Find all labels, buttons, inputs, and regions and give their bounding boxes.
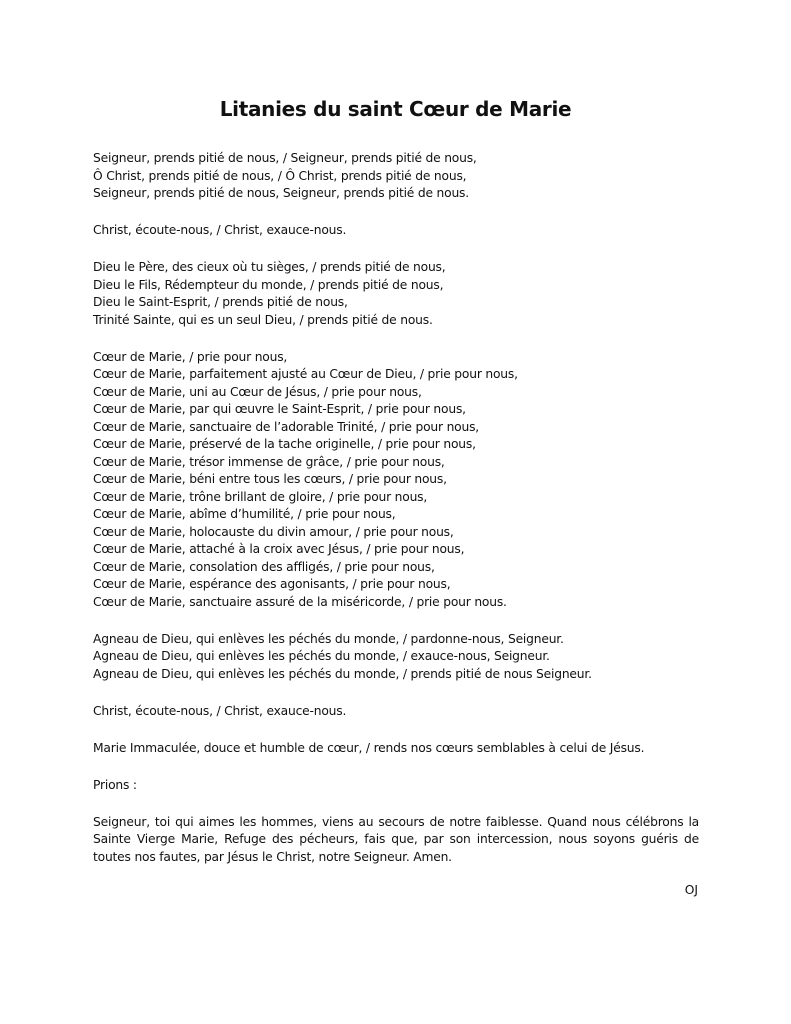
- invocation-line: Cœur de Marie, / prie pour nous,: [93, 349, 288, 364]
- invocation-line: Cœur de Marie, abîme d’humilité, / prie pour nous,: [93, 507, 396, 521]
- invocation-line: Cœur de Marie, préservé de la tache originelle, / prie pour nous,: [93, 437, 476, 451]
- invocation-line: Cœur de Marie, consolation des affligés, / prie pour nous,: [93, 559, 435, 574]
- trinity-line: Dieu le Saint-Esprit, / prends pitié de nous,: [93, 295, 348, 309]
- trinity-line: Dieu le Père, des cieux où tu sièges, / prends pitié de nous,: [93, 260, 446, 274]
- invocations-section: [93, 349, 699, 612]
- christ-section-2: [93, 703, 699, 721]
- marie-section: [93, 740, 699, 758]
- marie-line: Marie Immaculée, douce et humble de cœur, / rends nos cœurs semblables à celui de Jésus.: [93, 740, 645, 755]
- christ-line: Christ, écoute-nous, / Christ, exauce-nous.: [93, 223, 347, 237]
- invocation-line: Cœur de Marie, sanctuaire assuré de la miséricorde, / prie pour nous.: [93, 594, 507, 609]
- invocation-line: Cœur de Marie, espérance des agonisants, / prie pour nous,: [93, 577, 451, 591]
- agnus-line: Agneau de Dieu, qui enlèves les péchés du monde, / exauce-nous, Seigneur.: [93, 649, 550, 663]
- invocation-line: Cœur de Marie, attaché à la croix avec Jésus, / prie pour nous,: [93, 542, 465, 556]
- trinity-line: Trinité Sainte, qui es un seul Dieu, / prends pitié de nous.: [93, 312, 433, 327]
- christ-section-1: [93, 222, 699, 240]
- page-title: Litanies du saint Cœur de Marie: [219, 97, 572, 121]
- christ-line: Christ, écoute-nous, / Christ, exauce-nous.: [93, 703, 347, 718]
- invocation-line: Cœur de Marie, holocauste du divin amour, / prie pour nous,: [93, 524, 454, 539]
- invocation-line: Cœur de Marie, parfaitement ajusté au Cœur de Dieu, / prie pour nous,: [93, 367, 518, 381]
- prions-label: Prions :: [93, 777, 137, 792]
- invocation-line: Cœur de Marie, par qui œuvre le Saint-Esprit, / prie pour nous,: [93, 402, 466, 416]
- invocation-line: Cœur de Marie, trésor immense de grâce, / prie pour nous,: [93, 454, 445, 469]
- litany-body: [93, 150, 699, 866]
- agnus-section: [93, 631, 699, 684]
- trinity-line: Dieu le Fils, Rédempteur du monde, / prends pitié de nous,: [93, 277, 444, 292]
- kyrie-section: [93, 150, 699, 203]
- signature-initials: OJ: [684, 883, 698, 897]
- kyrie-line: Ô Christ, prends pitié de nous, / Ô Christ, prends pitié de nous,: [93, 168, 467, 183]
- closing-prayer: Seigneur, toi qui aimes les hommes, viens au secours de notre faiblesse. Quand nous célébrons la Sainte Vierge Marie, Refuge des pécheurs, fais que, par son intercession, nous soyons guéris de toutes nos fautes, par Jésus le Christ, notre Seigneur. Amen.: [93, 814, 699, 864]
- agnus-line: Agneau de Dieu, qui enlèves les péchés du monde, / prends pitié de nous Seigneur.: [93, 666, 592, 681]
- trinity-section: [93, 259, 699, 329]
- invocation-line: Cœur de Marie, béni entre tous les cœurs, / prie pour nous,: [93, 472, 447, 486]
- invocation-line: Cœur de Marie, uni au Cœur de Jésus, / prie pour nous,: [93, 384, 422, 399]
- prions-section: [93, 777, 699, 795]
- kyrie-line: Seigneur, prends pitié de nous, Seigneur, prends pitié de nous.: [93, 186, 469, 200]
- invocation-line: Cœur de Marie, trône brillant de gloire, / prie pour nous,: [93, 489, 428, 504]
- agnus-line: Agneau de Dieu, qui enlèves les péchés du monde, / pardonne-nous, Seigneur.: [93, 631, 564, 646]
- invocation-line: Cœur de Marie, sanctuaire de l’adorable Trinité, / prie pour nous,: [93, 419, 479, 434]
- kyrie-line: Seigneur, prends pitié de nous, / Seigneur, prends pitié de nous,: [93, 151, 477, 165]
